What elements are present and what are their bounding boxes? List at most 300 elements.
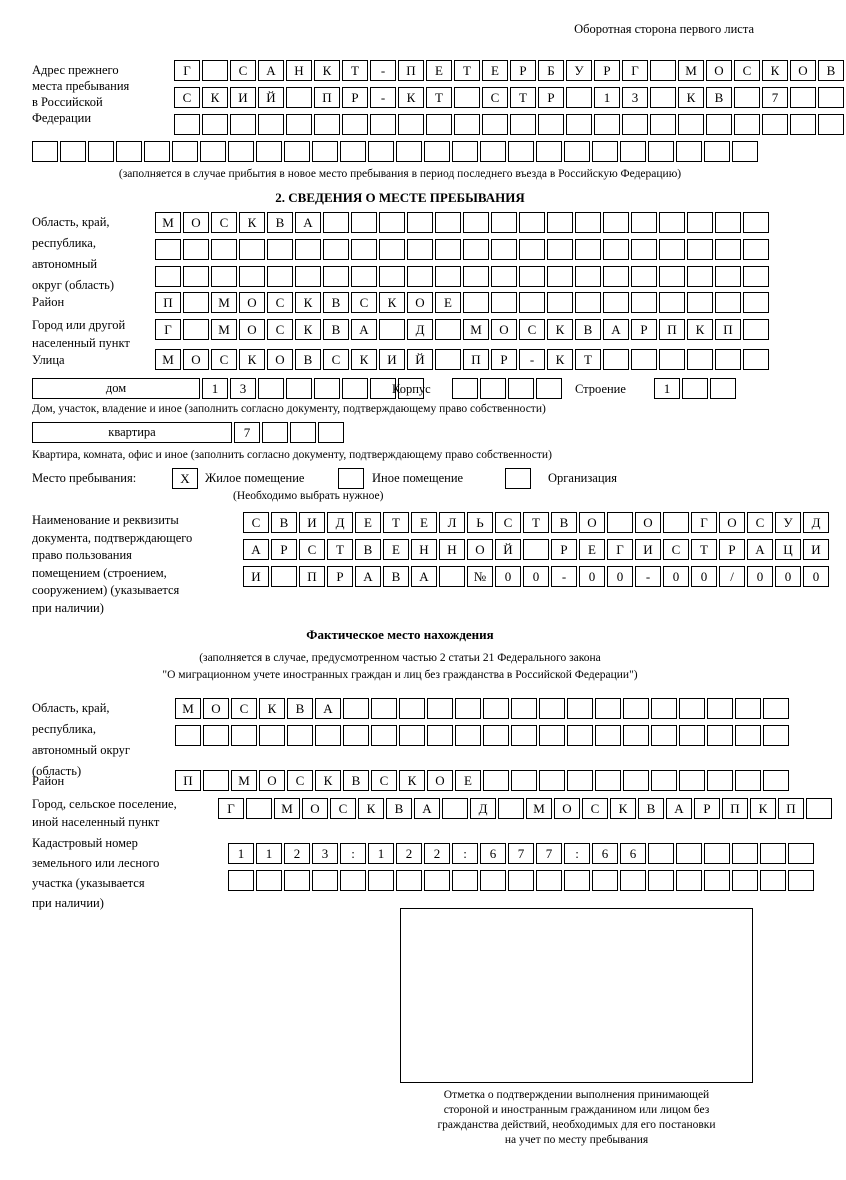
- char-cell[interactable]: [454, 87, 480, 108]
- char-cell[interactable]: [743, 292, 769, 313]
- actual-city-row[interactable]: [218, 798, 834, 819]
- char-cell[interactable]: [435, 349, 461, 370]
- char-cell[interactable]: 0: [803, 566, 829, 587]
- char-cell[interactable]: В: [295, 349, 321, 370]
- char-cell[interactable]: [312, 870, 338, 891]
- char-cell[interactable]: [564, 141, 590, 162]
- char-cell[interactable]: А: [603, 319, 629, 340]
- char-cell[interactable]: :: [564, 843, 590, 864]
- char-cell[interactable]: [491, 212, 517, 233]
- char-cell[interactable]: А: [351, 319, 377, 340]
- char-cell[interactable]: М: [175, 698, 201, 719]
- char-cell[interactable]: О: [203, 698, 229, 719]
- char-cell[interactable]: [536, 870, 562, 891]
- char-cell[interactable]: [539, 770, 565, 791]
- char-cell[interactable]: А: [414, 798, 440, 819]
- char-cell[interactable]: В: [818, 60, 844, 81]
- char-cell[interactable]: С: [582, 798, 608, 819]
- char-cell[interactable]: [734, 87, 760, 108]
- char-cell[interactable]: [175, 725, 201, 746]
- char-cell[interactable]: [407, 239, 433, 260]
- char-cell[interactable]: [379, 266, 405, 287]
- char-cell[interactable]: [603, 212, 629, 233]
- char-cell[interactable]: В: [638, 798, 664, 819]
- char-cell[interactable]: [743, 349, 769, 370]
- char-cell[interactable]: [463, 239, 489, 260]
- char-cell[interactable]: [707, 698, 733, 719]
- char-cell[interactable]: [439, 566, 465, 587]
- char-cell[interactable]: [267, 239, 293, 260]
- char-cell[interactable]: [678, 114, 704, 135]
- char-cell[interactable]: [491, 239, 517, 260]
- char-cell[interactable]: О: [635, 512, 661, 533]
- char-cell[interactable]: [623, 770, 649, 791]
- char-cell[interactable]: М: [231, 770, 257, 791]
- char-cell[interactable]: М: [211, 292, 237, 313]
- char-cell[interactable]: В: [575, 319, 601, 340]
- char-cell[interactable]: М: [155, 212, 181, 233]
- char-cell[interactable]: [620, 870, 646, 891]
- char-cell[interactable]: [659, 292, 685, 313]
- document-row-3[interactable]: [243, 566, 831, 587]
- char-cell[interactable]: П: [715, 319, 741, 340]
- char-cell[interactable]: О: [491, 319, 517, 340]
- char-cell[interactable]: С: [299, 539, 325, 560]
- char-cell[interactable]: [463, 266, 489, 287]
- char-cell[interactable]: [679, 770, 705, 791]
- char-cell[interactable]: А: [295, 212, 321, 233]
- char-cell[interactable]: [483, 725, 509, 746]
- char-cell[interactable]: Т: [523, 512, 549, 533]
- char-cell[interactable]: [287, 725, 313, 746]
- char-cell[interactable]: [536, 141, 562, 162]
- char-cell[interactable]: А: [243, 539, 269, 560]
- char-cell[interactable]: С: [323, 349, 349, 370]
- char-cell[interactable]: [155, 239, 181, 260]
- char-cell[interactable]: М: [678, 60, 704, 81]
- char-cell[interactable]: [314, 114, 340, 135]
- char-cell[interactable]: [259, 725, 285, 746]
- char-cell[interactable]: О: [790, 60, 816, 81]
- char-cell[interactable]: Е: [435, 292, 461, 313]
- char-cell[interactable]: П: [314, 87, 340, 108]
- char-cell[interactable]: [480, 870, 506, 891]
- char-cell[interactable]: С: [371, 770, 397, 791]
- char-cell[interactable]: [399, 698, 425, 719]
- char-cell[interactable]: [286, 114, 312, 135]
- char-cell[interactable]: О: [267, 349, 293, 370]
- char-cell[interactable]: [455, 725, 481, 746]
- char-cell[interactable]: О: [554, 798, 580, 819]
- char-cell[interactable]: [174, 114, 200, 135]
- char-cell[interactable]: [735, 770, 761, 791]
- char-cell[interactable]: [735, 725, 761, 746]
- char-cell[interactable]: М: [526, 798, 552, 819]
- char-cell[interactable]: Ц: [775, 539, 801, 560]
- char-cell[interactable]: [491, 292, 517, 313]
- char-cell[interactable]: [623, 725, 649, 746]
- char-cell[interactable]: Е: [426, 60, 452, 81]
- char-cell[interactable]: [631, 349, 657, 370]
- checkbox-zhiloe[interactable]: X: [172, 468, 198, 489]
- char-cell[interactable]: С: [174, 87, 200, 108]
- char-cell[interactable]: [603, 292, 629, 313]
- char-cell[interactable]: А: [258, 60, 284, 81]
- char-cell[interactable]: [575, 292, 601, 313]
- char-cell[interactable]: П: [175, 770, 201, 791]
- char-cell[interactable]: [687, 239, 713, 260]
- char-cell[interactable]: [508, 141, 534, 162]
- char-cell[interactable]: Р: [694, 798, 720, 819]
- char-cell[interactable]: [452, 870, 478, 891]
- char-cell[interactable]: [371, 725, 397, 746]
- char-cell[interactable]: [679, 725, 705, 746]
- city-row[interactable]: [155, 319, 771, 340]
- char-cell[interactable]: [340, 141, 366, 162]
- char-cell[interactable]: [659, 349, 685, 370]
- cadastral-row-2[interactable]: [228, 870, 816, 891]
- char-cell[interactable]: С: [230, 60, 256, 81]
- char-cell[interactable]: [284, 870, 310, 891]
- char-cell[interactable]: [424, 141, 450, 162]
- char-cell[interactable]: -: [519, 349, 545, 370]
- char-cell[interactable]: Р: [538, 87, 564, 108]
- char-cell[interactable]: О: [407, 292, 433, 313]
- char-cell[interactable]: К: [547, 319, 573, 340]
- char-cell[interactable]: Е: [455, 770, 481, 791]
- char-cell[interactable]: В: [706, 87, 732, 108]
- char-cell[interactable]: [508, 870, 534, 891]
- char-cell[interactable]: 1: [654, 378, 680, 399]
- cadastral-row-1[interactable]: [228, 843, 816, 864]
- region-row-3[interactable]: [155, 266, 771, 287]
- char-cell[interactable]: [312, 141, 338, 162]
- char-cell[interactable]: 1: [594, 87, 620, 108]
- char-cell[interactable]: [567, 698, 593, 719]
- char-cell[interactable]: К: [399, 770, 425, 791]
- char-cell[interactable]: С: [663, 539, 689, 560]
- char-cell[interactable]: П: [463, 349, 489, 370]
- char-cell[interactable]: [258, 114, 284, 135]
- char-cell[interactable]: [760, 870, 786, 891]
- char-cell[interactable]: [743, 266, 769, 287]
- char-cell[interactable]: И: [379, 349, 405, 370]
- char-cell[interactable]: [491, 266, 517, 287]
- char-cell[interactable]: К: [202, 87, 228, 108]
- char-cell[interactable]: 3: [312, 843, 338, 864]
- char-cell[interactable]: [379, 212, 405, 233]
- char-cell[interactable]: Т: [426, 87, 452, 108]
- char-cell[interactable]: [567, 770, 593, 791]
- char-cell[interactable]: Б: [538, 60, 564, 81]
- char-cell[interactable]: [592, 141, 618, 162]
- char-cell[interactable]: [155, 266, 181, 287]
- char-cell[interactable]: К: [314, 60, 340, 81]
- char-cell[interactable]: [455, 698, 481, 719]
- char-cell[interactable]: [371, 698, 397, 719]
- char-cell[interactable]: [483, 770, 509, 791]
- char-cell[interactable]: [682, 378, 708, 399]
- char-cell[interactable]: 1: [368, 843, 394, 864]
- char-cell[interactable]: [116, 141, 142, 162]
- char-cell[interactable]: -: [370, 60, 396, 81]
- char-cell[interactable]: [790, 87, 816, 108]
- char-cell[interactable]: [594, 114, 620, 135]
- char-cell[interactable]: С: [519, 319, 545, 340]
- char-cell[interactable]: [340, 870, 366, 891]
- char-cell[interactable]: [202, 60, 228, 81]
- char-cell[interactable]: [463, 292, 489, 313]
- actual-region-row-2[interactable]: [175, 725, 791, 746]
- char-cell[interactable]: [818, 87, 844, 108]
- char-cell[interactable]: [575, 239, 601, 260]
- char-cell[interactable]: [763, 698, 789, 719]
- char-cell[interactable]: [547, 239, 573, 260]
- char-cell[interactable]: [788, 870, 814, 891]
- korpus-cells[interactable]: [452, 378, 564, 399]
- char-cell[interactable]: [295, 266, 321, 287]
- char-cell[interactable]: [246, 798, 272, 819]
- char-cell[interactable]: [256, 141, 282, 162]
- char-cell[interactable]: [60, 141, 86, 162]
- char-cell[interactable]: [323, 266, 349, 287]
- char-cell[interactable]: [760, 843, 786, 864]
- char-cell[interactable]: Е: [579, 539, 605, 560]
- char-cell[interactable]: В: [383, 566, 409, 587]
- char-cell[interactable]: [343, 698, 369, 719]
- char-cell[interactable]: [463, 212, 489, 233]
- char-cell[interactable]: 0: [663, 566, 689, 587]
- char-cell[interactable]: О: [239, 319, 265, 340]
- char-cell[interactable]: [144, 141, 170, 162]
- char-cell[interactable]: [706, 114, 732, 135]
- char-cell[interactable]: С: [351, 292, 377, 313]
- char-cell[interactable]: [648, 141, 674, 162]
- char-cell[interactable]: К: [398, 87, 424, 108]
- char-cell[interactable]: [732, 141, 758, 162]
- char-cell[interactable]: -: [551, 566, 577, 587]
- char-cell[interactable]: П: [299, 566, 325, 587]
- char-cell[interactable]: [519, 292, 545, 313]
- char-cell[interactable]: [762, 114, 788, 135]
- char-cell[interactable]: [648, 843, 674, 864]
- char-cell[interactable]: [435, 266, 461, 287]
- char-cell[interactable]: В: [287, 698, 313, 719]
- char-cell[interactable]: У: [775, 512, 801, 533]
- char-cell[interactable]: Т: [510, 87, 536, 108]
- char-cell[interactable]: О: [467, 539, 493, 560]
- checkbox-inoe[interactable]: [338, 468, 364, 489]
- char-cell[interactable]: [676, 843, 702, 864]
- street-row[interactable]: [155, 349, 771, 370]
- char-cell[interactable]: П: [778, 798, 804, 819]
- char-cell[interactable]: [519, 212, 545, 233]
- char-cell[interactable]: Р: [510, 60, 536, 81]
- char-cell[interactable]: [452, 378, 478, 399]
- char-cell[interactable]: К: [379, 292, 405, 313]
- char-cell[interactable]: [743, 319, 769, 340]
- char-cell[interactable]: [631, 239, 657, 260]
- char-cell[interactable]: [379, 319, 405, 340]
- char-cell[interactable]: У: [566, 60, 592, 81]
- char-cell[interactable]: [454, 114, 480, 135]
- char-cell[interactable]: [547, 266, 573, 287]
- char-cell[interactable]: [211, 239, 237, 260]
- char-cell[interactable]: [734, 114, 760, 135]
- char-cell[interactable]: [715, 349, 741, 370]
- char-cell[interactable]: С: [287, 770, 313, 791]
- char-cell[interactable]: [743, 239, 769, 260]
- char-cell[interactable]: [399, 725, 425, 746]
- char-cell[interactable]: [566, 87, 592, 108]
- char-cell[interactable]: С: [267, 292, 293, 313]
- char-cell[interactable]: О: [579, 512, 605, 533]
- char-cell[interactable]: [539, 725, 565, 746]
- char-cell[interactable]: [442, 798, 468, 819]
- char-cell[interactable]: А: [315, 698, 341, 719]
- region-row-2[interactable]: [155, 239, 771, 260]
- char-cell[interactable]: [32, 141, 58, 162]
- char-cell[interactable]: [427, 725, 453, 746]
- char-cell[interactable]: 0: [775, 566, 801, 587]
- char-cell[interactable]: [623, 698, 649, 719]
- char-cell[interactable]: [435, 319, 461, 340]
- char-cell[interactable]: 1: [202, 378, 228, 399]
- char-cell[interactable]: 0: [495, 566, 521, 587]
- char-cell[interactable]: [519, 239, 545, 260]
- char-cell[interactable]: [88, 141, 114, 162]
- char-cell[interactable]: [539, 698, 565, 719]
- char-cell[interactable]: С: [243, 512, 269, 533]
- char-cell[interactable]: О: [719, 512, 745, 533]
- char-cell[interactable]: К: [750, 798, 776, 819]
- char-cell[interactable]: [631, 266, 657, 287]
- char-cell[interactable]: [351, 239, 377, 260]
- char-cell[interactable]: [480, 378, 506, 399]
- char-cell[interactable]: [351, 212, 377, 233]
- char-cell[interactable]: [323, 212, 349, 233]
- char-cell[interactable]: [183, 266, 209, 287]
- char-cell[interactable]: [575, 266, 601, 287]
- char-cell[interactable]: [510, 114, 536, 135]
- char-cell[interactable]: О: [183, 349, 209, 370]
- char-cell[interactable]: [715, 266, 741, 287]
- char-cell[interactable]: В: [355, 539, 381, 560]
- char-cell[interactable]: 6: [592, 843, 618, 864]
- char-cell[interactable]: [343, 725, 369, 746]
- char-cell[interactable]: [200, 141, 226, 162]
- char-cell[interactable]: [295, 239, 321, 260]
- char-cell[interactable]: [202, 114, 228, 135]
- char-cell[interactable]: [603, 349, 629, 370]
- char-cell[interactable]: [704, 141, 730, 162]
- char-cell[interactable]: [603, 239, 629, 260]
- char-cell[interactable]: [267, 266, 293, 287]
- char-cell[interactable]: О: [259, 770, 285, 791]
- char-cell[interactable]: 7: [536, 843, 562, 864]
- char-cell[interactable]: [687, 212, 713, 233]
- char-cell[interactable]: [659, 212, 685, 233]
- char-cell[interactable]: [595, 698, 621, 719]
- char-cell[interactable]: [806, 798, 832, 819]
- char-cell[interactable]: [396, 141, 422, 162]
- char-cell[interactable]: Д: [803, 512, 829, 533]
- char-cell[interactable]: [631, 292, 657, 313]
- char-cell[interactable]: С: [330, 798, 356, 819]
- char-cell[interactable]: А: [411, 566, 437, 587]
- char-cell[interactable]: П: [659, 319, 685, 340]
- char-cell[interactable]: П: [155, 292, 181, 313]
- char-cell[interactable]: [262, 422, 288, 443]
- char-cell[interactable]: [480, 141, 506, 162]
- char-cell[interactable]: [676, 870, 702, 891]
- char-cell[interactable]: К: [239, 349, 265, 370]
- char-cell[interactable]: Г: [607, 539, 633, 560]
- char-cell[interactable]: К: [358, 798, 384, 819]
- char-cell[interactable]: И: [243, 566, 269, 587]
- char-cell[interactable]: :: [340, 843, 366, 864]
- char-cell[interactable]: Т: [342, 60, 368, 81]
- char-cell[interactable]: 2: [284, 843, 310, 864]
- char-cell[interactable]: [258, 378, 284, 399]
- char-cell[interactable]: [323, 239, 349, 260]
- char-cell[interactable]: О: [427, 770, 453, 791]
- char-cell[interactable]: [622, 114, 648, 135]
- char-cell[interactable]: Д: [470, 798, 496, 819]
- char-cell[interactable]: [342, 378, 368, 399]
- char-cell[interactable]: [676, 141, 702, 162]
- char-cell[interactable]: Т: [383, 512, 409, 533]
- char-cell[interactable]: Р: [631, 319, 657, 340]
- char-cell[interactable]: Р: [327, 566, 353, 587]
- char-cell[interactable]: [538, 114, 564, 135]
- flat-cells[interactable]: [234, 422, 346, 443]
- char-cell[interactable]: М: [211, 319, 237, 340]
- char-cell[interactable]: К: [239, 212, 265, 233]
- char-cell[interactable]: Ь: [467, 512, 493, 533]
- char-cell[interactable]: С: [231, 698, 257, 719]
- char-cell[interactable]: В: [386, 798, 412, 819]
- char-cell[interactable]: 7: [234, 422, 260, 443]
- char-cell[interactable]: [315, 725, 341, 746]
- char-cell[interactable]: Н: [439, 539, 465, 560]
- char-cell[interactable]: [818, 114, 844, 135]
- char-cell[interactable]: №: [467, 566, 493, 587]
- char-cell[interactable]: [687, 266, 713, 287]
- char-cell[interactable]: [379, 239, 405, 260]
- char-cell[interactable]: С: [211, 349, 237, 370]
- char-cell[interactable]: [435, 239, 461, 260]
- char-cell[interactable]: [286, 378, 312, 399]
- char-cell[interactable]: М: [463, 319, 489, 340]
- char-cell[interactable]: Р: [342, 87, 368, 108]
- char-cell[interactable]: Р: [491, 349, 517, 370]
- char-cell[interactable]: [659, 239, 685, 260]
- char-cell[interactable]: [511, 725, 537, 746]
- char-cell[interactable]: О: [302, 798, 328, 819]
- char-cell[interactable]: С: [482, 87, 508, 108]
- char-cell[interactable]: 7: [508, 843, 534, 864]
- char-cell[interactable]: [659, 266, 685, 287]
- char-cell[interactable]: [679, 698, 705, 719]
- char-cell[interactable]: О: [706, 60, 732, 81]
- char-cell[interactable]: Т: [575, 349, 601, 370]
- char-cell[interactable]: [536, 378, 562, 399]
- char-cell[interactable]: [523, 539, 549, 560]
- char-cell[interactable]: 0: [691, 566, 717, 587]
- char-cell[interactable]: С: [211, 212, 237, 233]
- char-cell[interactable]: Р: [271, 539, 297, 560]
